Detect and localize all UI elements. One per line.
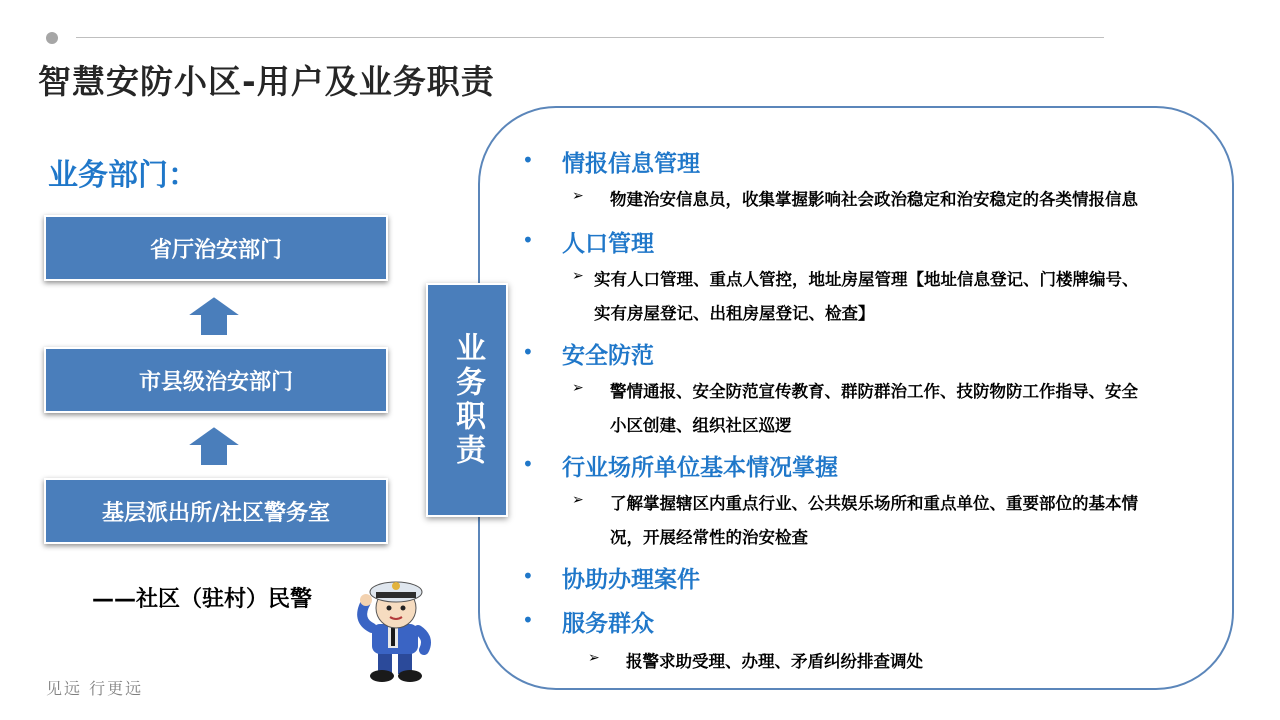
level-label: 市县级治安部门 bbox=[138, 369, 293, 395]
up-arrow-icon bbox=[184, 424, 244, 468]
triangle-arrow-icon: ➢ bbox=[572, 492, 584, 508]
triangle-arrow-icon: ➢ bbox=[572, 268, 584, 284]
page-title: 智慧安防小区-用户及业务职责 bbox=[38, 62, 495, 101]
duty-title: 人口管理 bbox=[562, 231, 654, 257]
duty-detail: 实有房屋登记、出租房屋登记、检查】 bbox=[594, 304, 875, 323]
duty-title: 行业场所单位基本情况掌握 bbox=[562, 455, 838, 481]
bullet-dot-icon: • bbox=[522, 228, 534, 252]
duty-detail: 实有人口管理、重点人管控，地址房屋管理【地址信息登记、门楼牌编号、 bbox=[594, 270, 1139, 289]
duty-detail: 警情通报、安全防范宣传教育、群防群治工作、技防物防工作指导、安全 bbox=[610, 382, 1138, 401]
duty-title: 协助办理案件 bbox=[562, 567, 700, 593]
police-mascot-icon bbox=[348, 568, 444, 684]
bullet-dot-icon: • bbox=[522, 564, 534, 588]
triangle-arrow-icon: ➢ bbox=[572, 380, 584, 396]
triangle-arrow-icon: ➢ bbox=[572, 188, 584, 204]
decor-dot bbox=[46, 32, 58, 44]
bullet-dot-icon: • bbox=[522, 608, 534, 632]
duty-title: 情报信息管理 bbox=[562, 151, 700, 177]
duty-title: 服务群众 bbox=[562, 611, 654, 637]
duty-detail: 物建治安信息员，收集掌握影响社会政治稳定和治安稳定的各类情报信息 bbox=[610, 190, 1138, 209]
level-label: 基层派出所/社区警务室 bbox=[101, 500, 331, 526]
duty-detail: 了解掌握辖区内重点行业、公共娱乐场所和重点单位、重要部位的基本情 bbox=[610, 494, 1138, 513]
level-label: 省厅治安部门 bbox=[149, 237, 282, 263]
level-box-station bbox=[44, 478, 388, 544]
level-box-province bbox=[44, 215, 388, 281]
duty-detail: 报警求助受理、办理、矛盾纠纷排查调处 bbox=[626, 652, 923, 671]
footer-slogan: 见远 行更远 bbox=[46, 679, 144, 698]
bullet-dot-icon: • bbox=[522, 340, 534, 364]
bullet-dot-icon: • bbox=[522, 148, 534, 172]
bullet-dot-icon: • bbox=[522, 452, 534, 476]
signature: ——社区（驻村）民警 bbox=[92, 587, 313, 612]
level-box-city bbox=[44, 347, 388, 413]
duties-vertical-label bbox=[426, 283, 508, 517]
up-arrow-icon bbox=[184, 294, 244, 338]
triangle-arrow-icon: ➢ bbox=[588, 650, 600, 666]
duty-detail: 小区创建、组织社区巡逻 bbox=[610, 416, 792, 435]
vertical-label-text: 业务职责 bbox=[450, 332, 485, 468]
departments-heading: 业务部门： bbox=[48, 158, 198, 193]
duty-title: 安全防范 bbox=[562, 343, 654, 369]
duty-detail: 况，开展经常性的治安检查 bbox=[610, 528, 808, 547]
header-divider bbox=[76, 37, 1104, 38]
